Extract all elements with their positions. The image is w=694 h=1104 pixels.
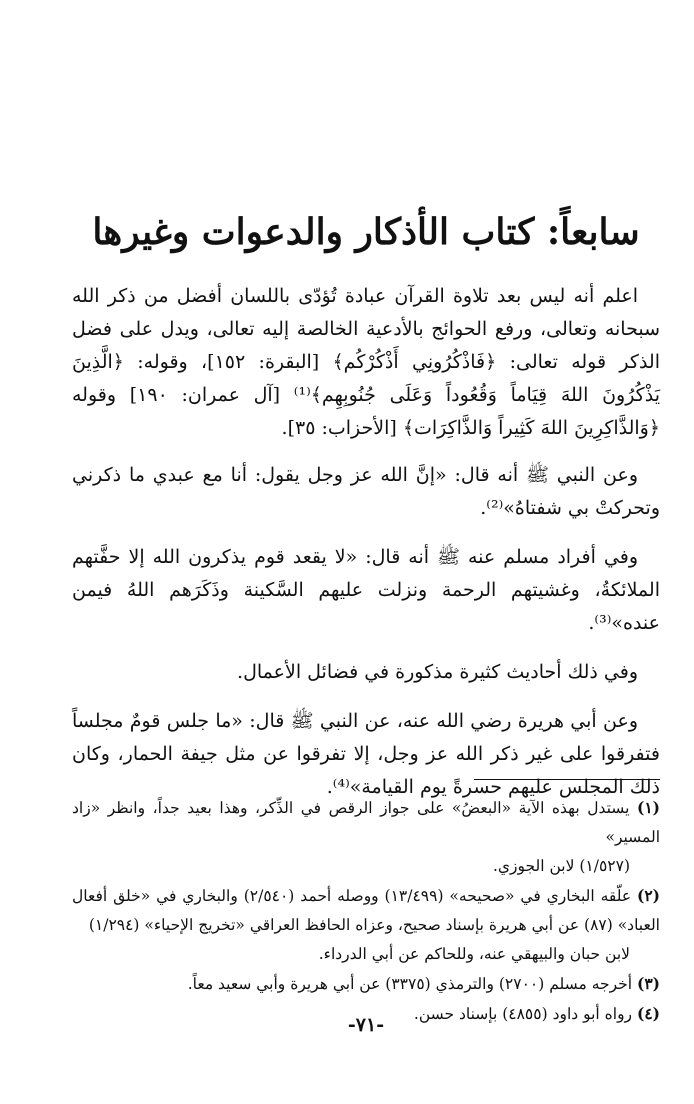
book-page [72, 0, 660, 1104]
footnote-text: يستدل بهذه الآية «البعضُ» على جواز الرقص في الذِّكر، وهذا بعيد جداً، وانظر «زاد المسير» [72, 799, 660, 846]
paragraph-hadith-1: وعن النبي ﷺ أنه قال: «إنَّ الله عز وجل يقول: أنا مع عبدي ما ذكرني وتحركتْ بي شفتاهُ»⁽²⁾. [72, 464, 660, 519]
paragraph-hadith-3: وعن أبي هريرة رضي الله عنه، عن النبي ﷺ قال: «ما جلس قومٌ مجلساً فتفرقوا على غير ذكر الله عز وجل، إلا تفرقوا عن مثل جيفة الحمار، وكان ذلك المجلس عليهم حسرةً يوم القيامة»⁽⁴⁾. [72, 710, 660, 798]
footnote-1 [72, 793, 660, 881]
footnote-number: (٣) [636, 974, 660, 993]
footnote-2 [72, 881, 660, 969]
footnote-text: علّقه البخاري في «صحيحه» (١٣/٤٩٩) ووصله أحمد (٢/٥٤٠) والبخاري في «خلق أفعال العباد» (٨٧) عن أبي هريرة بإسناد صحيح، وعزاه الحافظ العراقي «تخريج الإحياء» (١/٢٩٤) [72, 887, 660, 934]
paragraph-hadith-2: وفي أفراد مسلم عنه ﷺ أنه قال: «لا يقعد قوم يذكرون الله إلا حفَّتهم الملائكةُ، وغشيتهم الرحمة ونزلت عليهم السَّكينة وذَكَرَهم اللهُ فيمن عنده»⁽³⁾. [72, 546, 660, 634]
footnote-divider [474, 779, 660, 780]
footnote-text-continued: (١/٥٢٧) لابن الجوزي. [492, 857, 630, 875]
chapter-heading: سابعاً: كتاب الأذكار والدعوات وغيرها [92, 211, 640, 253]
footnote-text-continued: لابن حبان والبيهقي عنه، وللحاكم عن أبي الدرداء. [318, 945, 630, 963]
footnote-number: (٢) [637, 886, 661, 905]
paragraph-note: وفي ذلك أحاديث كثيرة مذكورة في فضائل الأعمال. [237, 661, 638, 683]
footnote-text: رواه أبو داود (٤٨٥٥) بإسناد حسن. [413, 1005, 633, 1023]
footnote-3 [72, 969, 660, 999]
footnote-number: (١) [636, 798, 660, 817]
paragraph-intro: اعلم أنه ليس بعد تلاوة القرآن عبادة تُؤدّى باللسان أفضل من ذكر الله سبحانه وتعالى، ورفع الحوائج بالأدعية الخالصة إليه تعالى، ويدل على فضل الذكر قوله تعالى: ﴿فَاذْكُرُونِي أَذْكُرْكُم﴾ [البقرة: ١٥٢]، وقوله: ﴿الَّذِينَ يَذْكُرُونَ اللهَ قِيَاماً وَقُعُوداً وَعَلَى جُنُوبِهِم﴾⁽¹⁾ [آل عمران: ١٩٠] وقوله ﴿وَالذَّاكِرِينَ اللهَ كَثِيراً وَالذَّاكِرَات﴾ [الأحزاب: ٣٥]. [72, 285, 660, 439]
footnotes [72, 793, 660, 1029]
main-text [72, 280, 660, 820]
footnote-number: (٤) [636, 1004, 660, 1023]
footnote-text: أخرجه مسلم (٢٧٠٠) والترمذي (٣٣٧٥) عن أبي هريرة وأبي سعيد معاً. [187, 975, 633, 993]
page-number: -٧١- [347, 1014, 385, 1036]
